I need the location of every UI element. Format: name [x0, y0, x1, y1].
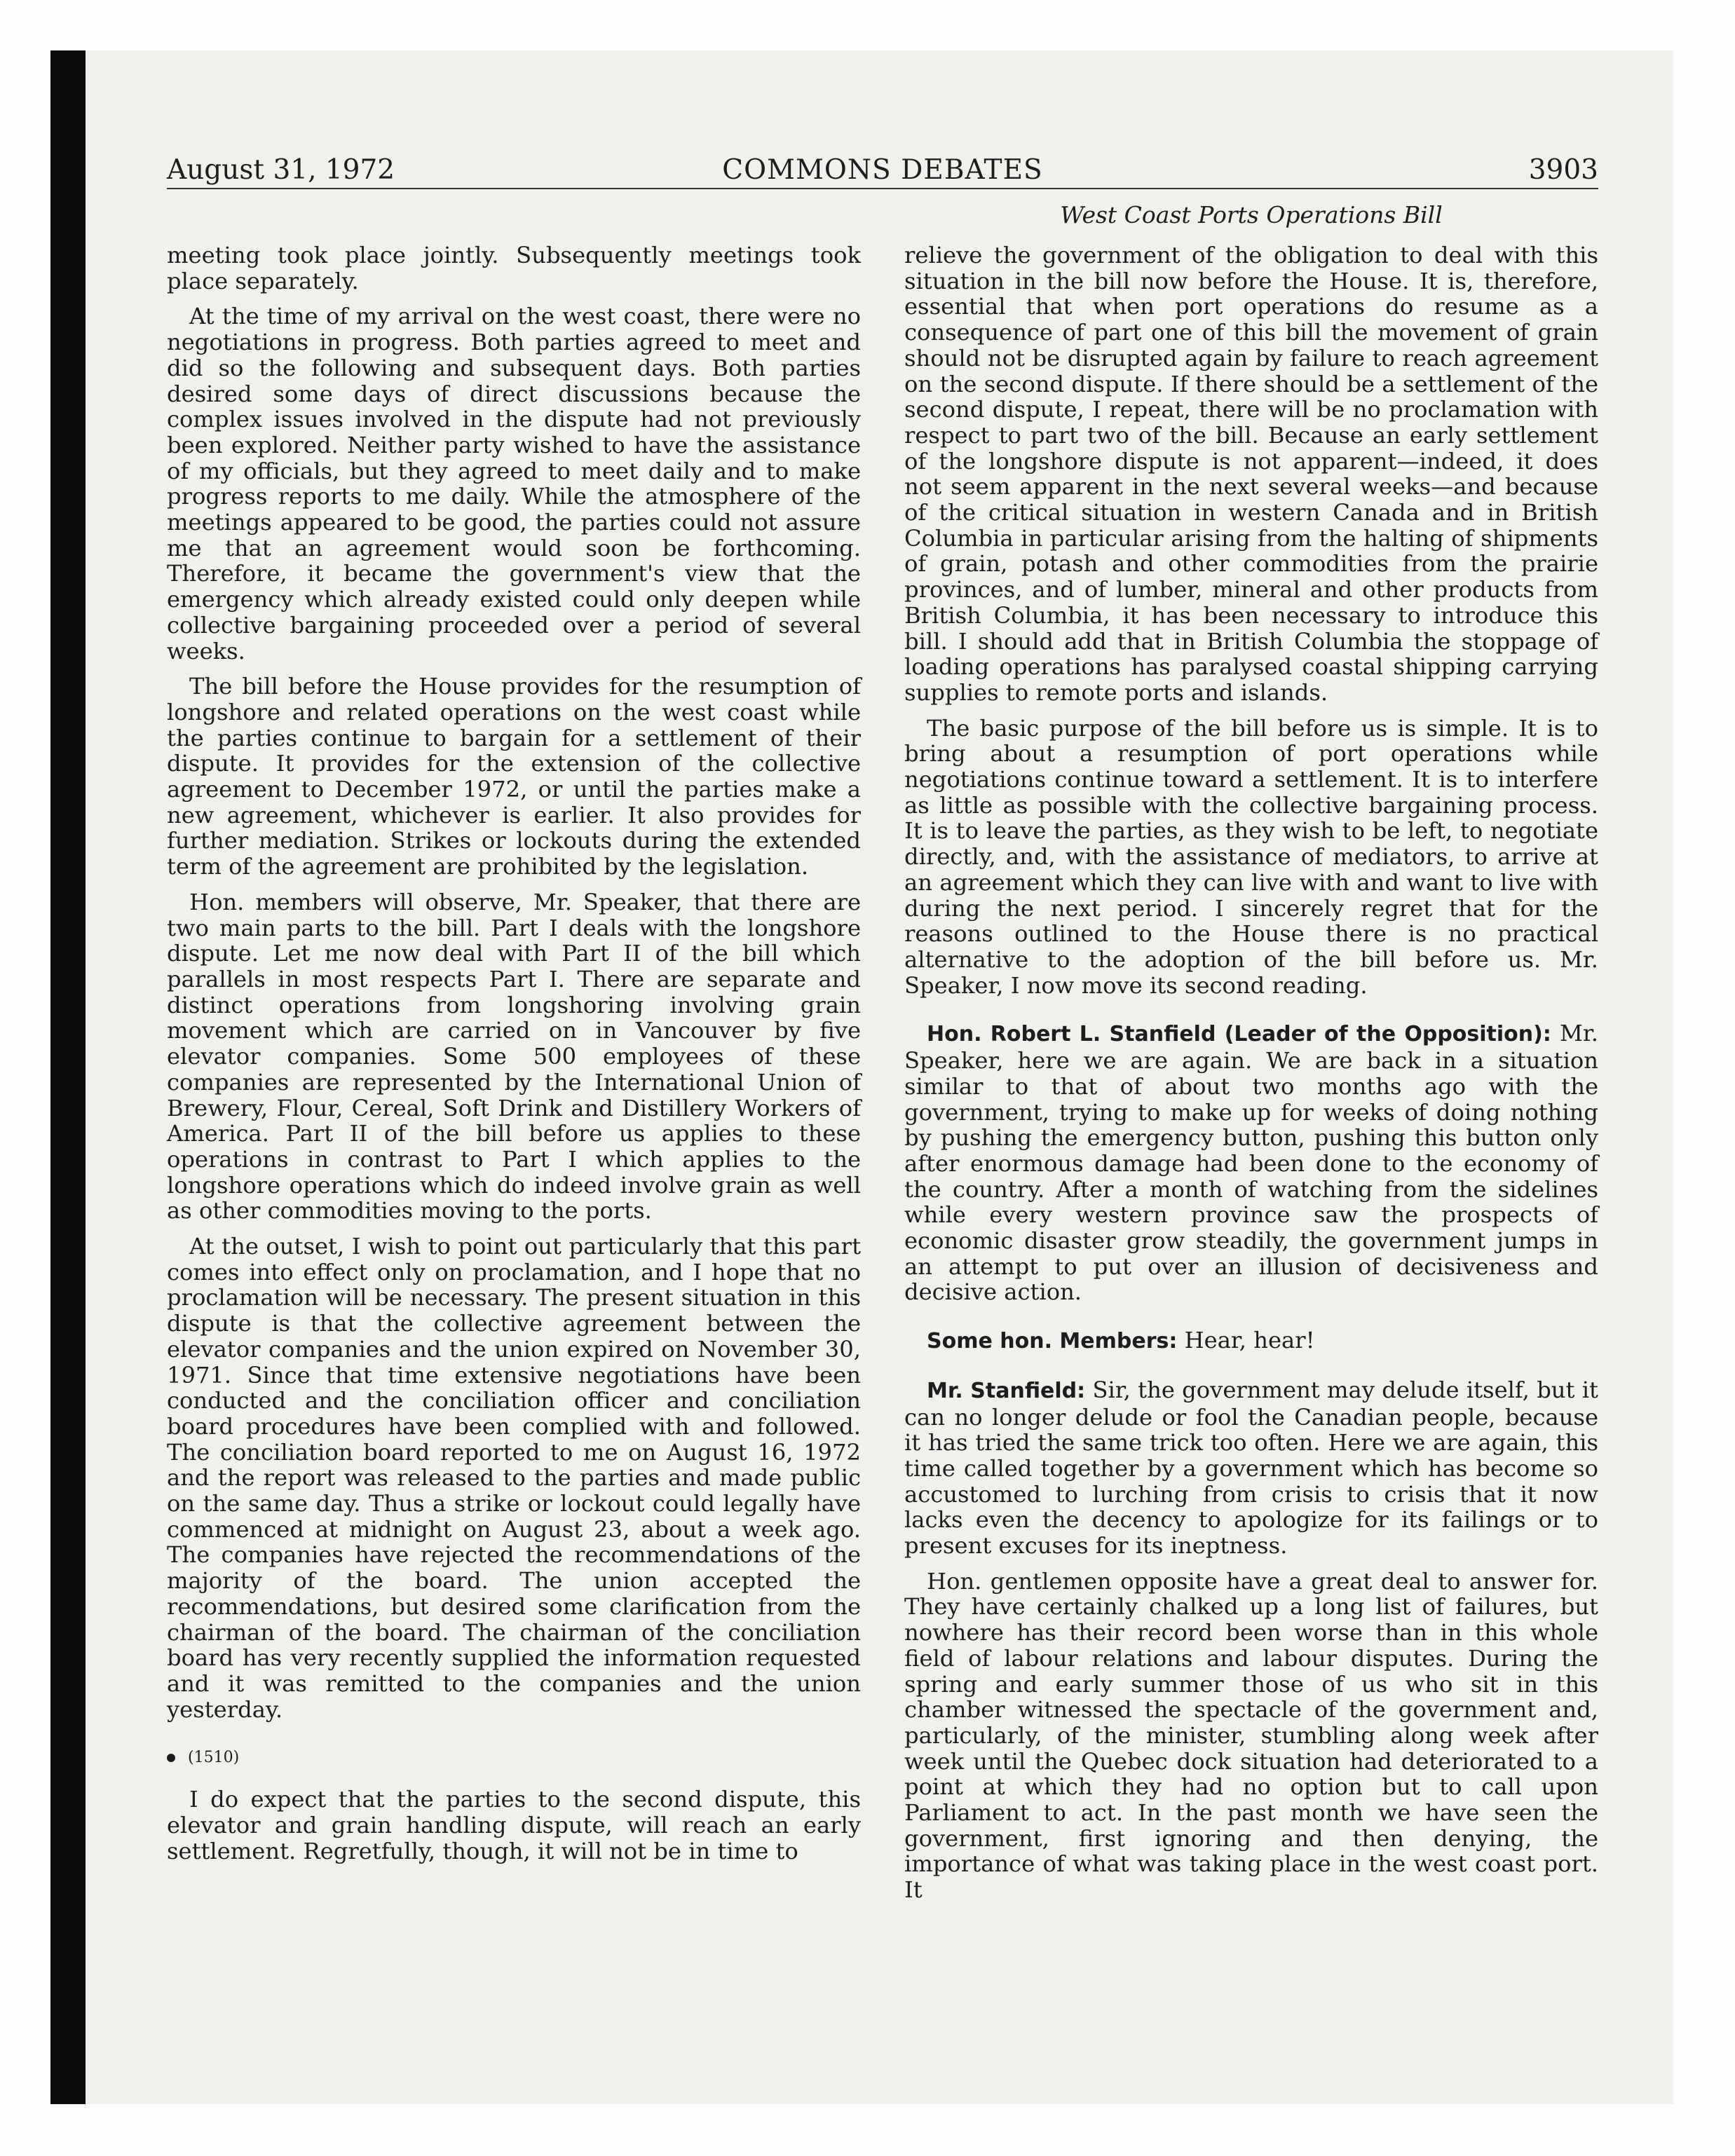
paragraph: Hon. gentlemen opposite have a great deal to answer for. They have certainly chalked up a long list of failures, but nowhere has their record been worse than in this whole field of labour relations and labour disputes. During the spring and early summer those of us who sit in this chamber witnessed the spectacle of the government and, particularly, of the minister, stumbling along week after week until the Quebec dock situation had deteriorated to a point at which they had no option but to call upon Parliament to act. In the past month we have seen the government, first ignoring and then denying, the importance of what was taking place in the west coast port. It [904, 1567, 1598, 1904]
section-title: West Coast Ports Operations Bill [1060, 201, 1443, 228]
paragraph: At the time of my arrival on the west coast, there were no negotiations in progress. Both parties agreed to meet and did so the following and subsequent days. Both parties desired some days of direct discussions because the complex issues involved in the dispute had not previously been explored. Neither party wished to have the assistance of my officials, but they agreed to meet daily and to make progress reports to me daily. While the atmosphere of the meetings appeared to be good, the parties could not assure me that an agreement would soon be forthcoming. Therefore, it became the government's view that the emergency which already existed could only deepen while collective bargaining proceeded over a period of several weeks. [167, 303, 861, 664]
speech-text: Hear, hear! [1184, 1327, 1315, 1354]
time-marker [167, 1747, 861, 1768]
speech-paragraph [904, 1377, 1598, 1559]
paragraph: The basic purpose of the bill before us is simple. It is to bring about a resumption of port operations while negotiations continue toward a settlement. It is to interfere as little as possible with the collective bargaining process. It is to leave the parties, as they wish to be left, to negotiate directly, and, with the assistance of mediators, to arrive at an agreement which they can live with and want to live with during the next period. I sincerely regret that for the reasons outlined to the House there is no practical alternative to the adoption of the bill before us. Mr. Speaker, I now move its second reading. [904, 714, 1598, 999]
speech-text: Mr. Speaker, here we are again. We are back in a situation similar to that of about two months ago with the government, trying to make up for weeks of doing nothing by pushing the emergency button, pushing this button only after enormous damage had been done to the economy of the country. After a month of watching from the sidelines while every western province saw the prospects of economic disaster grow steadily, the government jumps in an attempt to put over an illusion of decisiveness and decisive action. [904, 1020, 1598, 1306]
header-date: August 31, 1972 [167, 154, 395, 186]
paragraph: At the outset, I wish to point out particularly that this part comes into effect only on proclamation, and I hope that no proclamation will be necessary. The present situation in this dispute is that the collective agreement between the elevator companies and the union expired on November 30, 1971. Since that time extensive negotiations have been conducted and the conciliation officer and conciliation board procedures have been complied with and followed. The conciliation board reported to me on August 16, 1972 and the report was released to the parties and made public on the same day. Thus a strike or lockout could legally have commenced at midnight on August 23, about a week ago. The companies have rejected the recommendations of the majority of the board. The union accepted the recommendations, but desired some clarification from the chairman of the board. The chairman of the conciliation board has very recently supplied the information requested and it was remitted to the companies and the union yesterday. [167, 1233, 861, 1723]
time-marker-label: (1510) [188, 1749, 240, 1767]
paragraph: meeting took place jointly. Subsequently meetings took place separately. [167, 242, 861, 294]
running-header [167, 153, 1598, 188]
paragraph: relieve the government of the obligation to deal with this situation in the bill now before the House. It is, therefore, essential that when port operations do resume as a consequence of part one of this bill the movement of grain should not be disrupted again by failure to reach agreement on the second dispute. If there should be a settlement of the second dispute, I repeat, there will be no proclamation with respect to part two of the bill. Because an early settlement of the longshore dispute is not apparent—indeed, it does not seem apparent in the next several weeks—and because of the critical situation in western Canada and in British Columbia in particular arising from the halting of shipments of grain, potash and other commodities from the prairie provinces, and of lumber, mineral and other products from British Columbia, it has been necessary to introduce this bill. I should add that in British Columbia the stoppage of loading operations has paralysed coastal shipping carrying supplies to remote ports and islands. [904, 242, 1598, 706]
header-rule [167, 188, 1598, 189]
header-publication: COMMONS DEBATES [722, 154, 1043, 186]
speaker-name: Mr. Stanfield: [927, 1378, 1086, 1403]
paragraph: I do expect that the parties to the second dispute, this elevator and grain handling dispute, will reach an early settlement. Regretfully, though, it will not be in time to [167, 1786, 861, 1864]
scan-binding-edge [50, 50, 86, 2104]
bullet-icon [167, 1754, 175, 1762]
paragraph: The bill before the House provides for the resumption of longshore and related operations on the west coast while the parties continue to bargain for a settlement of their dispute. It provides for the extension of the collective agreement to December 1972, or until the parties make a new agreement, whichever is earlier. It also provides for further mediation. Strikes or lockouts during the extended term of the agreement are prohibited by the legislation. [167, 673, 861, 880]
paragraph: Hon. members will observe, Mr. Speaker, that there are two main parts to the bill. Part I deals with the longshore dispute. Let me now deal with Part II of the bill which parallels in most respects Part I. There are separate and distinct operations from longshoring involving grain movement which are carried on in Vancouver by five elevator companies. Some 500 employees of these companies are represented by the International Union of Brewery, Flour, Cereal, Soft Drink and Distillery Workers of America. Part II of the bill before us applies to these operations in contrast to Part I which applies to the longshore operations which do indeed involve grain as well as other commodities moving to the ports. [167, 888, 861, 1224]
right-column [904, 243, 1598, 1903]
speech-paragraph [904, 1328, 1598, 1355]
speech-paragraph [904, 1021, 1598, 1305]
header-page-number: 3903 [1528, 154, 1598, 186]
speech-text: Sir, the government may delude itself, but it can no longer delude or fool the Canadian people, because it has tried the same trick too often. Here we are again, this time called together by a government which has become so accustomed to lurching from crisis to crisis that it now lacks even the decency to apologize for its failings or to present excuses for its ineptness. [904, 1376, 1598, 1560]
left-column [167, 243, 861, 1864]
speaker-name: Some hon. Members: [927, 1329, 1178, 1354]
speaker-name: Hon. Robert L. Stanfield (Leader of the Opposition): [927, 1022, 1551, 1047]
